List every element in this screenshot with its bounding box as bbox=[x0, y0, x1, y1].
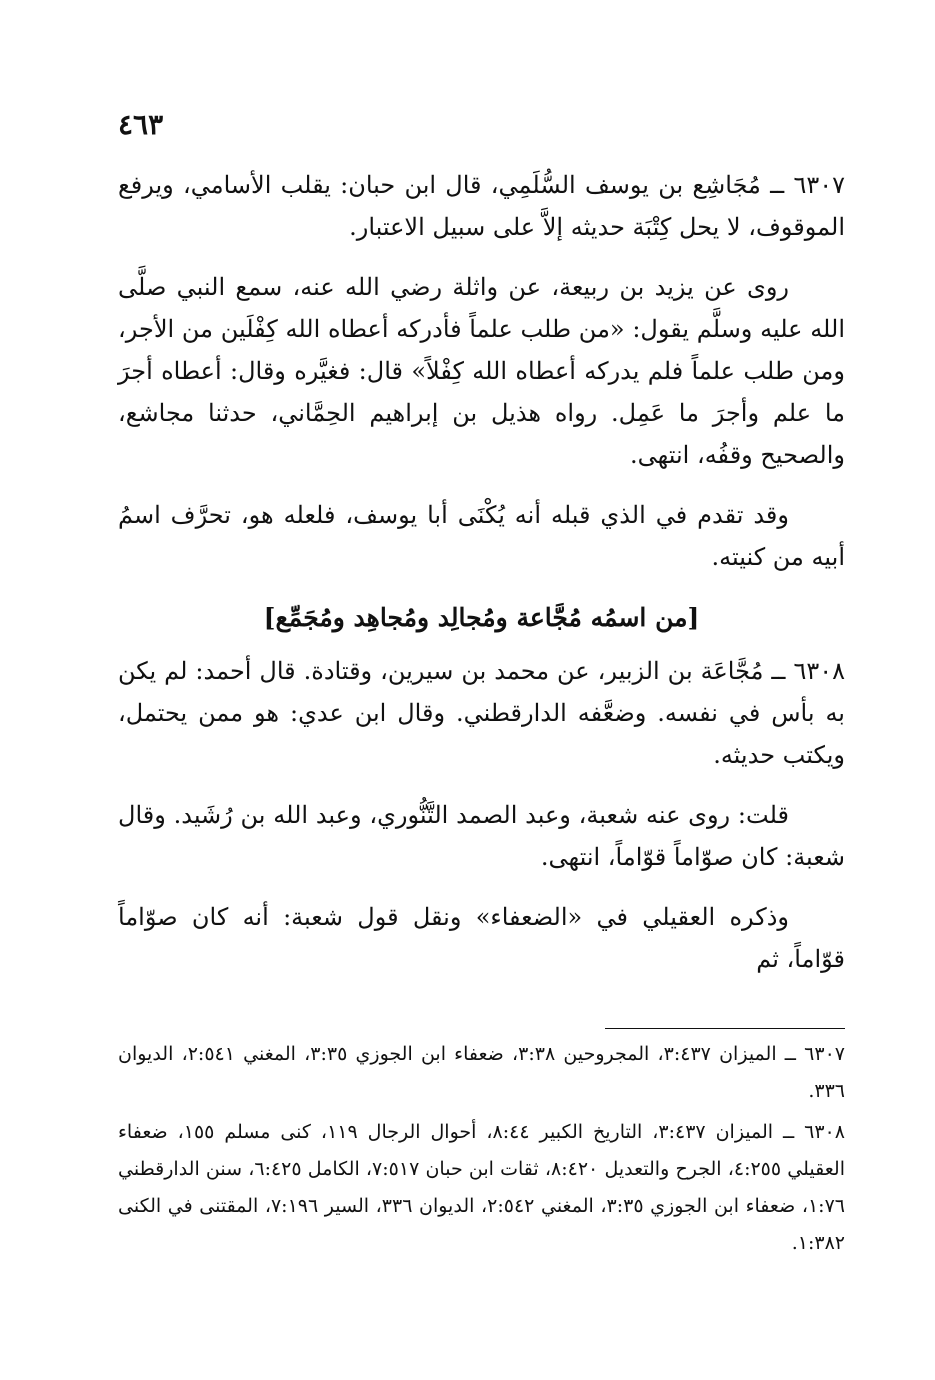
footnotes bbox=[118, 1036, 845, 1266]
footnote-divider bbox=[605, 1028, 845, 1029]
entry-6307-note-paragraph: وقد تقدم في الذي قبله أنه يُكْنَى أبا يوسف، فلعله هو، تحرَّف اسمُ أبيه من كنيته. bbox=[118, 501, 845, 571]
entry-6307-paragraph: ٦٣٠٧ ــ مُجَاشِع بن يوسف السُّلَمِي، قال ابن حبان: يقلب الأسامي، ويرفع الموقوف، لا يحل كِتْبَة حديثه إلاَّ على سبيل الاعتبار. bbox=[118, 171, 845, 241]
entry-6308-paragraph: ٦٣٠٨ ــ مُجَّاعَة بن الزبير، عن محمد بن سيرين، وقتادة. قال أحمد: لم يكن به بأس في نفسه. وضعَّفه الدارقطني. وقال ابن عدي: هو ممن يحتمل، ويكتب حديثه. bbox=[118, 657, 845, 769]
entry-6308-continuation-paragraph: وذكره العقيلي في «الضعفاء» ونقل قول شعبة: أنه كان صوّاماً قوّاماً، ثم bbox=[118, 903, 845, 973]
footnote-6308: ٦٣٠٨ ــ الميزان ٣:٤٣٧، التاريخ الكبير ٨:٤٤، أحوال الرجال ١١٩، كنى مسلم ١٥٥، ضعفاء العقيلي ٤:٢٥٥، الجرح والتعديل ٨:٤٢٠، ثقات ابن حبان ٧:٥١٧، الكامل ٦:٤٢٥، سنن الدارقطني ١:٧٦، ضعفاء ابن الجوزي ٣:٣٥، المغني ٢:٥٤٢، الديوان ٣٣٦، السير ٧:١٩٦، المقتنى في الكنى ١:٣٨٢. bbox=[118, 1121, 845, 1254]
page-number: ٤٦٣ bbox=[118, 108, 164, 141]
main-text bbox=[118, 164, 845, 998]
entry-6307-narration-paragraph: روى عن يزيد بن ربيعة، عن واثلة رضي الله عنه، سمع النبي صلَّى الله عليه وسلَّم يقول: «من طلب علماً فأدركه أعطاه الله كِفْلَين من الأجر، ومن طلب علماً فلم يدركه أعطاه الله كِفْلاً» قال: فغيَّره وقال: أعطاه أجرَ ما علم وأجرَ ما عَمِل. رواه هذيل بن إبراهيم الحِمَّاني، حدثنا مجاشع، والصحيح وقفُه، انتهى. bbox=[118, 273, 845, 469]
section-heading: [من اسمُه مُجَّاعة ومُجالِد ومُجاهِد ومُجَمِّع] bbox=[263, 603, 700, 632]
entry-6308-comment-paragraph: قلت: روى عنه شعبة، وعبد الصمد التَّنُّوري، وعبد الله بن رُشَيد. وقال شعبة: كان صوّاماً قوّاماً، انتهى. bbox=[118, 801, 845, 871]
footnote-6307: ٦٣٠٧ ــ الميزان ٣:٤٣٧، المجروحين ٣:٣٨، ضعفاء ابن الجوزي ٣:٣٥، المغني ٢:٥٤١، الديوان ٣٣٦. bbox=[118, 1043, 845, 1102]
